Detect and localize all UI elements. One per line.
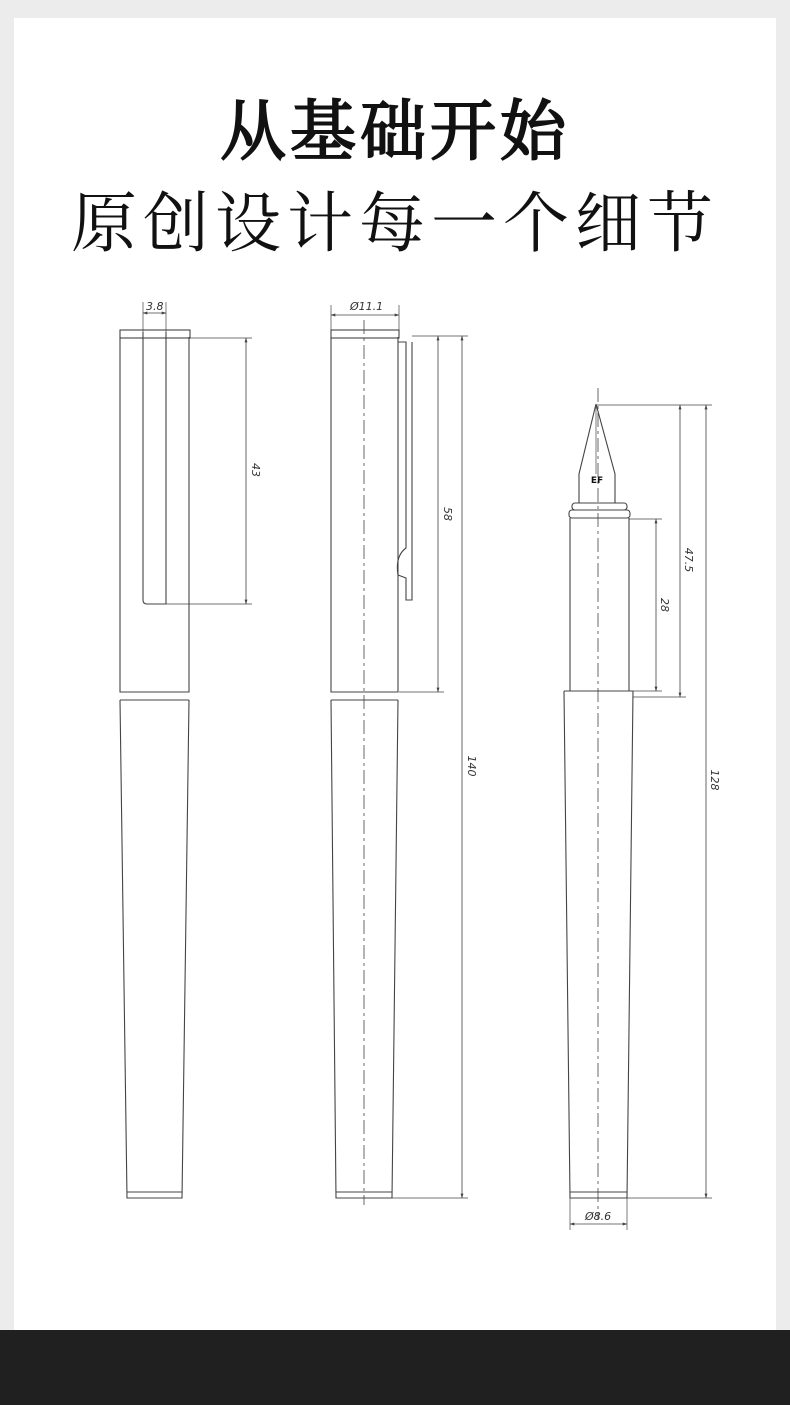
section-ring-upper xyxy=(572,503,627,510)
dim-clip-length: 43 xyxy=(249,463,262,477)
pen-side-view xyxy=(331,305,468,1205)
dim-cap-diameter: Ø11.1 xyxy=(350,300,384,313)
grip-section xyxy=(570,518,629,691)
nib-grade-label: EF xyxy=(590,476,604,486)
dim-cap-length: 58 xyxy=(441,507,454,521)
cap-outline xyxy=(120,337,189,692)
dim-clip-width: 3.8 xyxy=(146,300,164,313)
dim-section-length: 28 xyxy=(658,598,671,612)
pen-front-view xyxy=(120,302,252,1198)
nib-outline xyxy=(579,404,615,503)
barrel-outline xyxy=(120,700,189,1198)
cap-top-finial xyxy=(120,330,190,338)
dim-body-length: 128 xyxy=(708,769,721,791)
headline-title: 从基础开始 xyxy=(220,93,570,170)
clip-side-profile xyxy=(397,342,412,600)
dim-end-diameter: Ø8.6 xyxy=(585,1210,612,1223)
barrel-outline xyxy=(331,700,398,1198)
section-ring-lower xyxy=(569,510,630,518)
barrel-outline xyxy=(564,691,633,1198)
dim-overall-length: 140 xyxy=(465,755,478,777)
headline-subtitle: 原创设计每一个细节 xyxy=(71,185,719,262)
clip-outline xyxy=(143,332,166,604)
cap-top-finial xyxy=(331,330,399,338)
pen-uncapped-view xyxy=(564,388,712,1230)
dim-nib-section-length: 47.5 xyxy=(682,547,695,573)
cap-outline xyxy=(331,337,398,692)
